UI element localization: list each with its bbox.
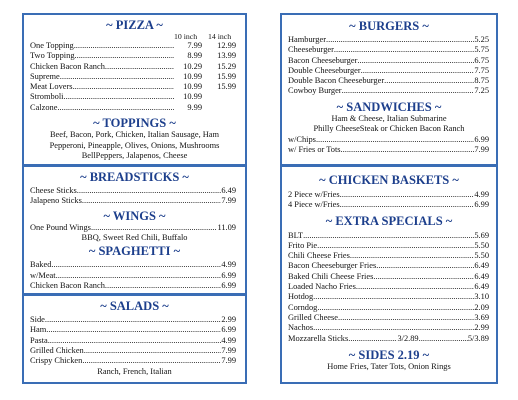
menu-item-price: 2.99 [221,315,236,324]
menu-item-price: 6.99 [221,280,236,290]
menu-item-name: Mozzarella Sticks [288,333,349,343]
menu-item-price: 6.99 [221,325,236,335]
menu-item-row [288,261,489,271]
price-14inch: 12.99 [217,41,236,50]
menu-item-name: Jalapeno Sticks [30,196,82,206]
menu-item-price: 7.99 [221,196,236,206]
dot-leader [91,223,218,233]
menu-item-name: Hamburger [288,35,326,44]
menu-item-row [30,51,236,61]
menu-item-name: Grilled Chicken [30,345,84,355]
dot-leader [313,292,474,302]
menu-item-name: Hotdog [288,292,314,302]
price-10inch: 10.99 [183,82,202,92]
menu-item-name: Side [30,315,45,324]
menu-item-name: Ham [30,325,47,335]
menu-item-row [288,313,489,323]
menu-item-price: 6.75 [474,55,489,65]
menu-item-price: 2.09 [474,302,489,312]
menu-item-row [30,92,236,102]
menu-item-name: One Topping [30,41,74,50]
dot-leader [51,260,221,270]
menu-item-row [288,190,489,200]
dot-leader [356,282,474,292]
sandwiches-item-list [282,135,496,156]
menu-item-row [30,72,236,82]
menu-item-name: Cheeseburger [288,45,334,55]
menu-item-price: 6.49 [221,186,236,195]
menu-item-name: Frito Pie [288,240,318,250]
dot-leader [105,62,174,72]
menu-item-price: 6.99 [474,134,489,144]
menu-item-price: 6.49 [474,271,489,281]
menu-item-row [30,103,236,113]
menu-item-row [288,56,489,66]
dot-leader [57,103,174,113]
menu-item-row [288,323,489,333]
menu-item-row [30,62,236,72]
dot-leader [317,241,474,251]
spaghetti-item-list [24,258,245,291]
menu-item-price: 4.99 [221,260,236,270]
menu-item-name: Chili Cheese Fries [288,251,350,261]
menu-item-name: Corndog [288,302,318,312]
dot-leader [64,92,174,102]
baskets-specials-sides-panel [280,165,498,384]
dot-leader [105,281,221,291]
menu-item-price: 11.09 [217,222,236,232]
menu-item-row [288,282,489,292]
dot-leader [303,231,474,241]
menu-item-price: 7.75 [474,65,489,75]
menu-item-row [288,86,489,96]
menu-item-price: 4.99 [474,190,489,199]
menu-item-name: BLT [288,230,304,240]
menu-item-row [30,82,236,92]
dot-leader [48,336,222,346]
dot-leader [316,135,474,145]
menu-item-price: 5/3.89 [467,333,489,343]
menu-item-name: Nachos [288,323,314,333]
burgers-item-list [282,33,496,97]
menu-item-name: w/Chips [288,134,316,144]
pizza-heading: ~ PIZZA ~ [106,18,163,32]
menu-item-name: Pasta [30,335,48,345]
menu-item-row [30,325,236,335]
dot-leader [313,323,474,333]
menu-item-row [288,200,489,210]
sides-list: Home Fries, Tater Tots, Onion Rings [327,361,451,371]
dot-leader [338,313,474,323]
menu-item-row [288,272,489,282]
price-14inch: 15.29 [217,61,236,71]
salads-heading: ~ SALADS ~ [100,299,169,313]
menu-item-row [288,334,489,344]
price-14inch: 13.99 [217,51,236,61]
menu-item-name: w/Meat [30,270,56,280]
dot-leader [361,66,475,76]
menu-item-price: 5.50 [474,251,489,261]
dot-leader [82,196,221,206]
menu-item-row [30,41,236,51]
dot-leader [340,190,475,200]
menu-item-name: Grilled Cheese [288,312,339,322]
menu-item-name: Cowboy Burger [288,86,342,96]
menu-item-name: Meat Lovers [30,82,73,92]
menu-item-price: 4.99 [221,335,236,345]
menu-item-price: 2.99 [474,323,489,333]
dot-leader [74,41,174,51]
toppings-list [24,130,245,162]
extra-specials-heading: ~ EXTRA SPECIALS ~ [325,213,453,228]
dot-leader [334,45,474,55]
menu-item-row [30,315,236,325]
menu-item-row [288,76,489,86]
toppings-line: Beef, Bacon, Pork, Chicken, Italian Sausage, Ham [49,130,220,140]
menu-item-row [288,35,489,45]
dot-leader [384,76,474,86]
menu-item-row [288,45,489,55]
dot-leader [326,35,474,45]
salads-item-list [24,313,245,366]
dot-leader [317,303,474,313]
menu-item-row [30,196,236,206]
dot-leader [419,334,468,344]
menu-item-row [30,186,236,196]
spaghetti-heading: ~ SPAGHETTI ~ [88,244,181,259]
menu-item-name: Chicken Bacon Ranch [30,61,105,71]
dot-leader [45,315,221,325]
dot-leader [84,346,222,356]
dot-leader [341,145,475,155]
menu-item-name: Two Topping [30,51,75,61]
sandwiches-line: Philly CheeseSteak or Chicken Bacon Ranch [313,124,465,134]
menu-item-price: 3.69 [474,312,489,322]
menu-item-row [30,223,236,233]
breadsticks-heading: ~ BREADSTICKS ~ [80,170,189,184]
menu-item-name: One Pound Wings [30,222,91,232]
burgers-sandwiches-panel [280,13,498,166]
menu-item-name: Double Bacon Cheeseburger [288,76,385,86]
extra-specials-item-list [282,228,496,344]
dot-leader [340,200,475,210]
menu-item-name: Double Cheeseburger [288,65,361,75]
price-10inch: 8.99 [187,51,202,61]
menu-item-row [288,251,489,261]
menu-item-row [288,241,489,251]
dot-leader [376,261,474,271]
menu-item-price: 7.25 [474,86,489,96]
toppings-line: BellPeppers, Jalapenos, Cheese [81,151,188,161]
breadsticks-item-list [24,184,245,207]
menu-item-price: 6.99 [221,270,236,280]
menu-item-row [30,271,236,281]
chicken-baskets-item-list [282,187,496,211]
dot-leader [60,72,174,82]
pizza-panel [22,13,247,166]
dot-leader [56,271,222,281]
price-14inch: 15.99 [217,71,236,81]
menu-item-price: 7.99 [474,145,489,155]
menu-item-price: 6.49 [474,261,489,271]
price-14inch: 15.99 [217,82,236,92]
menu-item-row [288,66,489,76]
wings-item-list [24,223,245,233]
menu-item-name: 4 Piece w/Fries [288,200,340,210]
breadsticks-wings-spaghetti-panel [22,165,247,295]
menu-item-row [288,145,489,155]
menu-item-name: w/ Fries or Tots [288,145,341,155]
menu-item-name: Calzone [30,102,58,112]
salads-dressings: Ranch, French, Italian [97,367,172,377]
menu-item-name: 2 Piece w/Fries [288,190,340,199]
pizza-col-14inch: 14 inch [208,32,232,41]
dot-leader [348,334,397,344]
menu-item-name: Loaded Nacho Fries [288,282,356,292]
dot-leader [75,51,174,61]
sides-heading: ~ SIDES 2.19 ~ [348,347,430,362]
dot-leader [77,186,222,196]
toppings-heading: ~ TOPPINGS ~ [93,116,176,131]
menu-item-name: Stromboli [30,92,64,102]
menu-item-price: 5.69 [474,230,489,240]
menu-item-row [30,281,236,291]
dot-leader [342,86,475,96]
price-10inch: 10.99 [183,92,202,102]
menu-item-row [288,135,489,145]
pizza-item-list [24,41,245,113]
chicken-baskets-heading: ~ CHICKEN BASKETS ~ [319,173,459,187]
price-10inch: 10.29 [183,61,202,71]
dot-leader [82,356,221,366]
menu-item-row [30,346,236,356]
menu-item-price: 6.99 [474,200,489,210]
menu-item-row [288,292,489,302]
price-10inch: 10.99 [183,71,202,81]
menu-item-price: 5.75 [474,45,489,55]
menu-item-name: Cheese Sticks [30,186,77,195]
dot-leader [357,56,474,66]
menu-item-name: Bacon Cheeseburger [288,55,358,65]
dot-leader [373,272,474,282]
menu-item-price: 7.99 [221,356,236,366]
price-small: 3/2.89 [397,333,419,343]
price-10inch: 7.99 [187,41,202,50]
wings-sauces: BBQ, Sweet Red Chili, Buffalo [81,232,188,242]
menu-item-name: Crispy Chicken [30,356,83,366]
menu-item-row [30,260,236,270]
menu-item-row [288,231,489,241]
burgers-heading: ~ BURGERS ~ [349,19,429,33]
dot-leader [350,251,474,261]
menu-item-price: 3.10 [474,292,489,302]
menu-item-row [288,303,489,313]
menu-item-row [30,336,236,346]
salads-panel [22,294,247,384]
menu-item-name: Baked [30,260,52,270]
menu-item-name: Supreme [30,71,60,81]
sandwiches-line: Ham & Cheese, Italian Submarine [331,113,447,123]
menu-item-name: Baked Chili Cheese Fries [288,271,374,281]
menu-item-price: 5.25 [474,35,489,44]
menu-item-row [30,356,236,366]
menu-item-name: Chicken Bacon Ranch [30,280,105,290]
wings-heading: ~ WINGS ~ [103,208,166,223]
price-10inch: 9.99 [187,102,202,112]
menu-item-price: 5.50 [474,240,489,250]
pizza-col-10inch: 10 inch [174,32,198,41]
dot-leader [73,82,174,92]
menu-item-price: 6.49 [474,282,489,292]
menu-item-name: Bacon Cheeseburger Fries [288,261,377,271]
toppings-line: Pepperoni, Pineapple, Olives, Onions, Mushrooms [49,140,220,150]
dot-leader [46,325,221,335]
menu-item-price: 8.75 [474,76,489,86]
menu-item-price: 7.99 [221,345,236,355]
sandwiches-heading: ~ SANDWICHES ~ [336,99,442,114]
